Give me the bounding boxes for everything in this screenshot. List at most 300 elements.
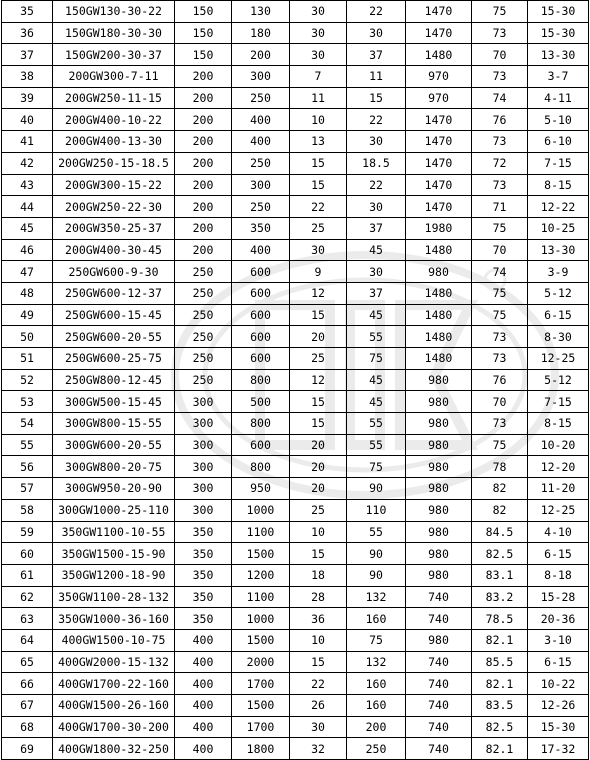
table-cell-index: 54 xyxy=(2,413,53,435)
table-cell-range: 4-10 xyxy=(528,521,589,543)
table-row xyxy=(2,282,589,304)
table-row xyxy=(2,44,589,66)
table-cell-col-power: 15 xyxy=(347,87,406,109)
table-cell-range: 10-25 xyxy=(528,217,589,239)
table-row xyxy=(2,1,589,23)
table-cell-model: 350GW1500-15-90 xyxy=(53,543,175,565)
table-cell-col-power: 250 xyxy=(347,738,406,760)
table-row xyxy=(2,152,589,174)
table-cell-head: 350 xyxy=(232,217,290,239)
table-cell-col-power: 30 xyxy=(347,196,406,218)
table-cell-range: 3-10 xyxy=(528,629,589,651)
table-cell-flow: 400 xyxy=(175,651,232,673)
table-row xyxy=(2,629,589,651)
table-cell-range: 5-10 xyxy=(528,109,589,131)
table-cell-flow: 150 xyxy=(175,44,232,66)
table-cell-model: 250GW600-12-37 xyxy=(53,282,175,304)
table-cell-model: 400GW1500-10-75 xyxy=(53,629,175,651)
table-cell-model: 400GW1700-22-160 xyxy=(53,673,175,695)
table-cell-power-kw: 30 xyxy=(290,239,347,261)
table-cell-model: 200GW400-13-30 xyxy=(53,131,175,153)
table-cell-index: 57 xyxy=(2,478,53,500)
table-cell-efficiency: 83.1 xyxy=(472,564,528,586)
table-cell-head: 2000 xyxy=(232,651,290,673)
table-cell-col-power: 55 xyxy=(347,326,406,348)
table-cell-range: 13-30 xyxy=(528,239,589,261)
table-cell-index: 51 xyxy=(2,348,53,370)
table-cell-speed: 740 xyxy=(406,586,472,608)
table-cell-model: 250GW800-12-45 xyxy=(53,369,175,391)
table-cell-index: 53 xyxy=(2,391,53,413)
table-cell-index: 49 xyxy=(2,304,53,326)
table-cell-speed: 740 xyxy=(406,695,472,717)
table-cell-col-power: 90 xyxy=(347,478,406,500)
table-cell-head: 250 xyxy=(232,87,290,109)
table-cell-flow: 350 xyxy=(175,586,232,608)
table-cell-power-kw: 20 xyxy=(290,478,347,500)
table-cell-speed: 1470 xyxy=(406,22,472,44)
table-cell-model: 300GW500-15-45 xyxy=(53,391,175,413)
table-cell-efficiency: 70 xyxy=(472,239,528,261)
table-cell-efficiency: 75 xyxy=(472,1,528,23)
table-cell-range: 7-15 xyxy=(528,391,589,413)
table-row xyxy=(2,217,589,239)
table-cell-efficiency: 85.5 xyxy=(472,651,528,673)
table-cell-index: 39 xyxy=(2,87,53,109)
table-cell-efficiency: 82 xyxy=(472,478,528,500)
table-cell-efficiency: 74 xyxy=(472,261,528,283)
table-cell-index: 58 xyxy=(2,499,53,521)
table-cell-head: 950 xyxy=(232,478,290,500)
table-cell-speed: 1470 xyxy=(406,131,472,153)
table-cell-head: 1500 xyxy=(232,543,290,565)
table-cell-range: 3-7 xyxy=(528,66,589,88)
table-cell-col-power: 55 xyxy=(347,434,406,456)
table-cell-efficiency: 75 xyxy=(472,434,528,456)
table-cell-power-kw: 18 xyxy=(290,564,347,586)
table-cell-speed: 980 xyxy=(406,478,472,500)
table-cell-index: 38 xyxy=(2,66,53,88)
table-cell-efficiency: 82.1 xyxy=(472,738,528,760)
table-row xyxy=(2,326,589,348)
table-cell-head: 130 xyxy=(232,1,290,23)
table-cell-col-power: 75 xyxy=(347,456,406,478)
table-cell-range: 8-18 xyxy=(528,564,589,586)
table-cell-col-power: 45 xyxy=(347,239,406,261)
table-cell-index: 50 xyxy=(2,326,53,348)
table-cell-col-power: 160 xyxy=(347,695,406,717)
table-cell-power-kw: 12 xyxy=(290,369,347,391)
table-cell-flow: 200 xyxy=(175,152,232,174)
table-row xyxy=(2,348,589,370)
table-cell-flow: 200 xyxy=(175,239,232,261)
table-cell-col-power: 75 xyxy=(347,629,406,651)
table-cell-range: 8-15 xyxy=(528,174,589,196)
table-cell-power-kw: 32 xyxy=(290,738,347,760)
table-row xyxy=(2,651,589,673)
table-cell-efficiency: 73 xyxy=(472,22,528,44)
table-cell-index: 65 xyxy=(2,651,53,673)
table-cell-range: 17-32 xyxy=(528,738,589,760)
table-cell-efficiency: 82 xyxy=(472,499,528,521)
table-cell-speed: 1470 xyxy=(406,109,472,131)
table-cell-flow: 250 xyxy=(175,348,232,370)
table-cell-speed: 980 xyxy=(406,434,472,456)
table-cell-power-kw: 22 xyxy=(290,673,347,695)
table-cell-col-power: 22 xyxy=(347,109,406,131)
table-cell-col-power: 37 xyxy=(347,282,406,304)
table-cell-power-kw: 25 xyxy=(290,217,347,239)
table-row xyxy=(2,369,589,391)
table-cell-head: 600 xyxy=(232,326,290,348)
table-cell-flow: 300 xyxy=(175,434,232,456)
table-cell-flow: 150 xyxy=(175,1,232,23)
table-cell-efficiency: 78.5 xyxy=(472,608,528,630)
table-cell-index: 46 xyxy=(2,239,53,261)
table-cell-range: 12-22 xyxy=(528,196,589,218)
table-cell-head: 1700 xyxy=(232,673,290,695)
table-cell-range: 12-25 xyxy=(528,499,589,521)
table-cell-col-power: 55 xyxy=(347,521,406,543)
table-cell-range: 15-30 xyxy=(528,716,589,738)
table-cell-speed: 970 xyxy=(406,87,472,109)
table-cell-flow: 300 xyxy=(175,478,232,500)
table-row xyxy=(2,434,589,456)
table-cell-power-kw: 10 xyxy=(290,521,347,543)
table-cell-col-power: 55 xyxy=(347,413,406,435)
table-cell-flow: 200 xyxy=(175,196,232,218)
table-cell-model: 350GW1200-18-90 xyxy=(53,564,175,586)
table-cell-head: 1700 xyxy=(232,716,290,738)
table-cell-power-kw: 36 xyxy=(290,608,347,630)
table-cell-power-kw: 30 xyxy=(290,1,347,23)
table-cell-col-power: 37 xyxy=(347,217,406,239)
table-cell-range: 12-20 xyxy=(528,456,589,478)
table-cell-model: 400GW1700-30-200 xyxy=(53,716,175,738)
table-cell-head: 1100 xyxy=(232,586,290,608)
table-cell-speed: 1480 xyxy=(406,326,472,348)
table-cell-model: 250GW600-15-45 xyxy=(53,304,175,326)
table-cell-range: 10-22 xyxy=(528,673,589,695)
table-cell-range: 5-12 xyxy=(528,282,589,304)
table-cell-speed: 980 xyxy=(406,456,472,478)
table-cell-index: 40 xyxy=(2,109,53,131)
table-cell-flow: 300 xyxy=(175,413,232,435)
table-cell-power-kw: 11 xyxy=(290,87,347,109)
table-row xyxy=(2,391,589,413)
table-cell-index: 66 xyxy=(2,673,53,695)
table-cell-col-power: 45 xyxy=(347,304,406,326)
table-cell-index: 41 xyxy=(2,131,53,153)
table-cell-model: 200GW300-15-22 xyxy=(53,174,175,196)
table-cell-power-kw: 15 xyxy=(290,304,347,326)
table-row xyxy=(2,695,589,717)
table-cell-power-kw: 15 xyxy=(290,152,347,174)
table-cell-power-kw: 15 xyxy=(290,543,347,565)
table-row xyxy=(2,87,589,109)
table-cell-col-power: 18.5 xyxy=(347,152,406,174)
table-cell-efficiency: 73 xyxy=(472,326,528,348)
table-cell-index: 45 xyxy=(2,217,53,239)
table-row xyxy=(2,239,589,261)
table-cell-head: 600 xyxy=(232,282,290,304)
table-cell-power-kw: 15 xyxy=(290,391,347,413)
table-cell-index: 55 xyxy=(2,434,53,456)
table-cell-col-power: 75 xyxy=(347,348,406,370)
table-cell-head: 1800 xyxy=(232,738,290,760)
table-cell-range: 15-28 xyxy=(528,586,589,608)
table-cell-efficiency: 73 xyxy=(472,348,528,370)
table-cell-power-kw: 10 xyxy=(290,629,347,651)
table-cell-flow: 350 xyxy=(175,543,232,565)
table-cell-speed: 740 xyxy=(406,651,472,673)
table-cell-power-kw: 26 xyxy=(290,695,347,717)
table-cell-flow: 300 xyxy=(175,456,232,478)
table-cell-flow: 200 xyxy=(175,87,232,109)
table-cell-efficiency: 75 xyxy=(472,304,528,326)
table-cell-speed: 1480 xyxy=(406,239,472,261)
table-cell-index: 60 xyxy=(2,543,53,565)
table-cell-range: 12-25 xyxy=(528,348,589,370)
table-cell-head: 400 xyxy=(232,239,290,261)
table-cell-flow: 350 xyxy=(175,608,232,630)
table-cell-head: 1200 xyxy=(232,564,290,586)
table-cell-speed: 1480 xyxy=(406,44,472,66)
table-cell-efficiency: 78 xyxy=(472,456,528,478)
table-cell-model: 250GW600-9-30 xyxy=(53,261,175,283)
table-cell-speed: 980 xyxy=(406,543,472,565)
table-cell-index: 67 xyxy=(2,695,53,717)
table-cell-power-kw: 20 xyxy=(290,326,347,348)
table-cell-model: 300GW1000-25-110 xyxy=(53,499,175,521)
table-cell-col-power: 11 xyxy=(347,66,406,88)
table-cell-power-kw: 10 xyxy=(290,109,347,131)
table-cell-flow: 400 xyxy=(175,629,232,651)
table-cell-model: 150GW130-30-22 xyxy=(53,1,175,23)
table-cell-model: 200GW350-25-37 xyxy=(53,217,175,239)
table-row xyxy=(2,261,589,283)
table-cell-efficiency: 71 xyxy=(472,196,528,218)
table-cell-flow: 200 xyxy=(175,109,232,131)
table-cell-power-kw: 20 xyxy=(290,434,347,456)
table-cell-flow: 250 xyxy=(175,282,232,304)
pump-spec-table xyxy=(1,0,589,760)
table-cell-index: 56 xyxy=(2,456,53,478)
table-cell-power-kw: 22 xyxy=(290,196,347,218)
table-row xyxy=(2,131,589,153)
table-cell-range: 3-9 xyxy=(528,261,589,283)
table-cell-index: 68 xyxy=(2,716,53,738)
table-cell-speed: 1480 xyxy=(406,348,472,370)
table-cell-range: 6-15 xyxy=(528,543,589,565)
table-cell-head: 1500 xyxy=(232,695,290,717)
table-cell-col-power: 160 xyxy=(347,608,406,630)
table-cell-efficiency: 83.2 xyxy=(472,586,528,608)
table-cell-model: 300GW800-20-75 xyxy=(53,456,175,478)
table-cell-flow: 400 xyxy=(175,673,232,695)
table-cell-speed: 1470 xyxy=(406,1,472,23)
table-row xyxy=(2,673,589,695)
table-cell-efficiency: 76 xyxy=(472,369,528,391)
table-cell-index: 43 xyxy=(2,174,53,196)
table-cell-head: 600 xyxy=(232,348,290,370)
table-cell-head: 400 xyxy=(232,131,290,153)
table-cell-col-power: 45 xyxy=(347,391,406,413)
table-cell-power-kw: 15 xyxy=(290,651,347,673)
table-cell-flow: 200 xyxy=(175,217,232,239)
table-cell-head: 600 xyxy=(232,261,290,283)
table-cell-speed: 740 xyxy=(406,716,472,738)
table-cell-index: 36 xyxy=(2,22,53,44)
table-cell-col-power: 22 xyxy=(347,174,406,196)
table-cell-range: 6-10 xyxy=(528,131,589,153)
table-cell-model: 300GW800-15-55 xyxy=(53,413,175,435)
table-cell-flow: 250 xyxy=(175,326,232,348)
table-cell-range: 11-20 xyxy=(528,478,589,500)
table-row xyxy=(2,521,589,543)
table-cell-power-kw: 25 xyxy=(290,348,347,370)
table-cell-index: 61 xyxy=(2,564,53,586)
table-cell-range: 8-15 xyxy=(528,413,589,435)
table-cell-head: 180 xyxy=(232,22,290,44)
table-cell-model: 200GW300-7-11 xyxy=(53,66,175,88)
table-row xyxy=(2,109,589,131)
table-cell-range: 10-20 xyxy=(528,434,589,456)
table-cell-speed: 740 xyxy=(406,608,472,630)
table-cell-model: 150GW200-30-37 xyxy=(53,44,175,66)
table-cell-model: 300GW950-20-90 xyxy=(53,478,175,500)
table-row xyxy=(2,304,589,326)
table-cell-col-power: 30 xyxy=(347,261,406,283)
table-cell-col-power: 132 xyxy=(347,586,406,608)
table-row xyxy=(2,716,589,738)
table-cell-head: 200 xyxy=(232,44,290,66)
table-cell-efficiency: 82.1 xyxy=(472,673,528,695)
table-cell-index: 35 xyxy=(2,1,53,23)
table-row xyxy=(2,174,589,196)
table-cell-head: 1500 xyxy=(232,629,290,651)
table-body xyxy=(2,1,589,760)
table-cell-efficiency: 73 xyxy=(472,413,528,435)
table-cell-range: 8-30 xyxy=(528,326,589,348)
table-cell-col-power: 30 xyxy=(347,131,406,153)
table-cell-speed: 980 xyxy=(406,499,472,521)
table-row xyxy=(2,196,589,218)
table-cell-flow: 400 xyxy=(175,695,232,717)
table-cell-speed: 980 xyxy=(406,629,472,651)
table-cell-efficiency: 73 xyxy=(472,131,528,153)
table-cell-model: 200GW400-10-22 xyxy=(53,109,175,131)
table-cell-index: 37 xyxy=(2,44,53,66)
table-cell-flow: 350 xyxy=(175,564,232,586)
table-cell-model: 200GW250-22-30 xyxy=(53,196,175,218)
table-cell-efficiency: 83.5 xyxy=(472,695,528,717)
table-cell-efficiency: 75 xyxy=(472,282,528,304)
table-cell-power-kw: 7 xyxy=(290,66,347,88)
table-cell-speed: 1480 xyxy=(406,304,472,326)
table-cell-model: 200GW250-11-15 xyxy=(53,87,175,109)
table-cell-speed: 980 xyxy=(406,369,472,391)
table-cell-power-kw: 30 xyxy=(290,44,347,66)
table-cell-speed: 970 xyxy=(406,66,472,88)
table-cell-flow: 250 xyxy=(175,261,232,283)
table-cell-speed: 1470 xyxy=(406,196,472,218)
table-cell-head: 300 xyxy=(232,66,290,88)
table-cell-index: 62 xyxy=(2,586,53,608)
table-cell-efficiency: 82.1 xyxy=(472,629,528,651)
table-cell-head: 800 xyxy=(232,456,290,478)
table-cell-col-power: 90 xyxy=(347,564,406,586)
table-row xyxy=(2,499,589,521)
table-cell-efficiency: 84.5 xyxy=(472,521,528,543)
table-cell-index: 47 xyxy=(2,261,53,283)
table-cell-speed: 740 xyxy=(406,738,472,760)
table-cell-efficiency: 76 xyxy=(472,109,528,131)
table-cell-power-kw: 9 xyxy=(290,261,347,283)
table-cell-power-kw: 25 xyxy=(290,499,347,521)
table-cell-flow: 200 xyxy=(175,174,232,196)
table-cell-index: 52 xyxy=(2,369,53,391)
table-cell-index: 59 xyxy=(2,521,53,543)
table-cell-efficiency: 74 xyxy=(472,87,528,109)
table-cell-index: 64 xyxy=(2,629,53,651)
table-cell-power-kw: 15 xyxy=(290,174,347,196)
table-cell-power-kw: 30 xyxy=(290,716,347,738)
table-cell-power-kw: 12 xyxy=(290,282,347,304)
table-cell-head: 800 xyxy=(232,413,290,435)
table-cell-model: 200GW400-30-45 xyxy=(53,239,175,261)
table-cell-col-power: 22 xyxy=(347,1,406,23)
table-cell-model: 400GW2000-15-132 xyxy=(53,651,175,673)
table-row xyxy=(2,66,589,88)
table-cell-head: 1100 xyxy=(232,521,290,543)
table-row xyxy=(2,456,589,478)
table-cell-col-power: 110 xyxy=(347,499,406,521)
table-cell-flow: 350 xyxy=(175,521,232,543)
table-cell-efficiency: 82.5 xyxy=(472,543,528,565)
table-cell-efficiency: 73 xyxy=(472,66,528,88)
table-cell-flow: 300 xyxy=(175,391,232,413)
table-cell-col-power: 200 xyxy=(347,716,406,738)
table-row xyxy=(2,564,589,586)
table-row xyxy=(2,586,589,608)
table-cell-efficiency: 82.5 xyxy=(472,716,528,738)
table-cell-flow: 250 xyxy=(175,304,232,326)
table-cell-head: 600 xyxy=(232,304,290,326)
table-cell-efficiency: 70 xyxy=(472,44,528,66)
table-cell-power-kw: 20 xyxy=(290,456,347,478)
table-cell-speed: 1470 xyxy=(406,152,472,174)
table-cell-flow: 200 xyxy=(175,66,232,88)
table-cell-model: 250GW600-20-55 xyxy=(53,326,175,348)
table-cell-range: 5-12 xyxy=(528,369,589,391)
table-cell-head: 1000 xyxy=(232,608,290,630)
table-cell-model: 350GW1100-10-55 xyxy=(53,521,175,543)
table-cell-head: 1000 xyxy=(232,499,290,521)
table-cell-head: 800 xyxy=(232,369,290,391)
table-cell-efficiency: 72 xyxy=(472,152,528,174)
table-cell-col-power: 45 xyxy=(347,369,406,391)
table-cell-index: 63 xyxy=(2,608,53,630)
table-cell-power-kw: 13 xyxy=(290,131,347,153)
table-cell-speed: 980 xyxy=(406,391,472,413)
table-cell-power-kw: 30 xyxy=(290,22,347,44)
table-cell-flow: 400 xyxy=(175,716,232,738)
table-cell-model: 300GW600-20-55 xyxy=(53,434,175,456)
table-cell-flow: 400 xyxy=(175,738,232,760)
table-cell-model: 150GW180-30-30 xyxy=(53,22,175,44)
table-cell-index: 48 xyxy=(2,282,53,304)
